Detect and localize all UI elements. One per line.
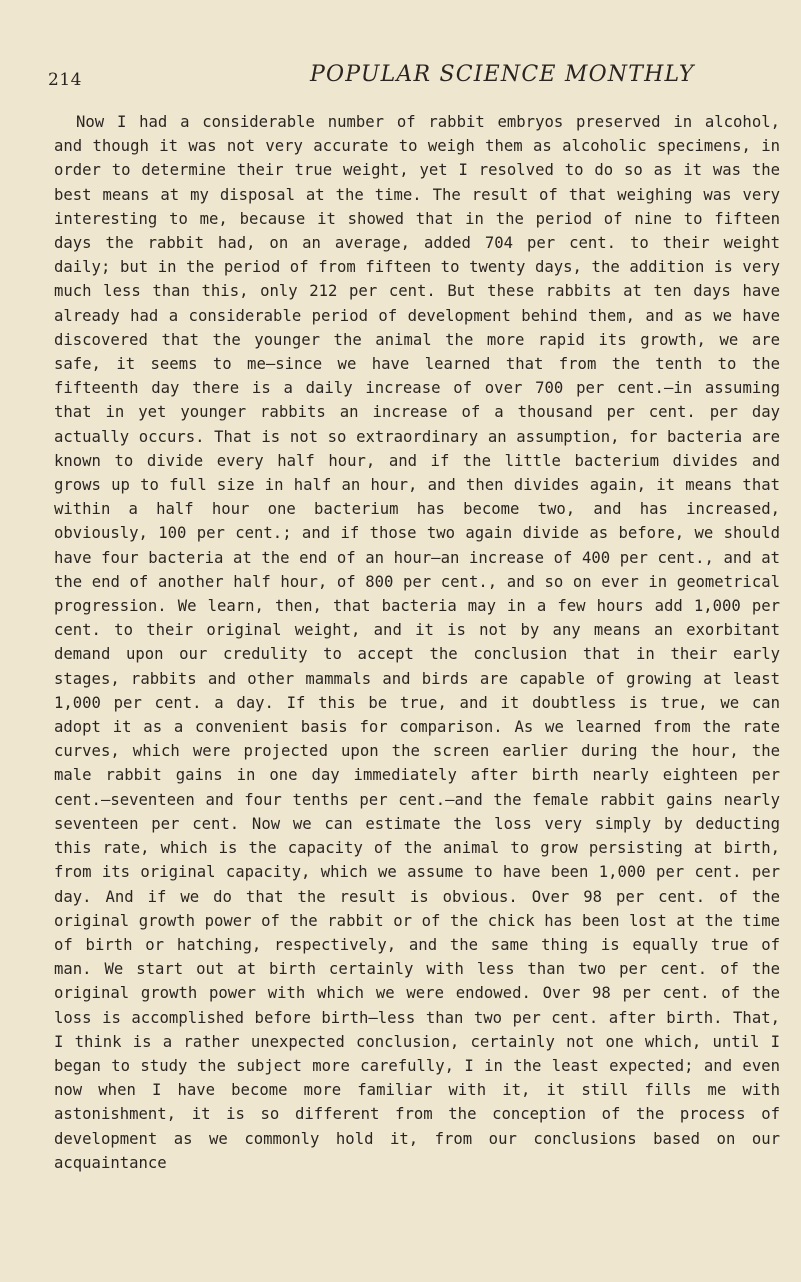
- page-number: 214: [48, 70, 82, 90]
- body-paragraph: Now I had a considerable number of rabbit embryos preserved in alcohol, and though it was not very accurate to weigh them as alcoholic specimens, in order to determine their true weight, yet I resolved to do so as it was the best means at my disposal at the time. The result of that weighing was very interesting to me, because it showed that in the period of nine to fifteen days the rabbit had, on an average, added 704 per cent. to their weight daily; but in the period of from fifteen to twenty days, the addition is very much less than this, only 212 per cent. But these rabbits at ten days have already had a considerable period of development behind them, and as we have discovered that the younger the animal the more rapid its growth, we are safe, it seems to me—since we have learned that from the tenth to the fifteenth day there is a daily increase of over 700 per cent.—in assuming that in yet younger rabbits an increase of a thousand per cent. per day actually occurs. That is not so extraordinary an assumption, for bacteria are known to divide every half hour, and if the little bacterium divides and grows up to full size in half an hour, and then divides again, it means that within a half hour one bacterium has become two, and has increased, obviously, 100 per cent.; and if those two again divide as before, we should have four bacteria at the end of an hour—an increase of 400 per cent., and at the end of another half hour, of 800 per cent., and so on ever in geometrical progression. We learn, then, that bacteria may in a few hours add 1,000 per cent. to their original weight, and it is not by any means an exorbitant demand upon our credulity to accept the conclusion that in their early stages, rabbits and other mammals and birds are capable of growing at least 1,000 per cent. a day. If this be true, and it doubtless is true, we can adopt it as a convenient basis for comparison. As we learned from the rate curves, which were projected upon the screen earlier during the hour, the male rabbit gains in one day immediately after birth nearly eighteen per cent.—seventeen and four tenths per cent.—and the female rabbit gains nearly seventeen per cent. Now we can estimate the loss very simply by deducting this rate, which is the capacity of the animal to grow persisting at birth, from its original capacity, which we assume to have been 1,000 per cent. per day. And if we do that the result is obvious. Over 98 per cent. of the original growth power of the rabbit or of the chick has been lost at the time of birth or hatching, respectively, and the same thing is equally true of man. We start out at birth certainly with less than two per cent. of the original growth power with which we were endowed. Over 98 per cent. of the loss is accomplished before birth—less than two per cent. after birth. That, I think is a rather unexpected conclusion, certainly not one which, until I began to study the subject more carefully, I in the least expected; and even now when I have become more familiar with it, it still fills me with astonishment, it is so different from the conception of the process of development as we commonly hold it, from our conclusions based on our acquaintance: [54, 113, 780, 1172]
- page-header: [48, 62, 771, 92]
- running-head: POPULAR SCIENCE MONTHLY: [310, 62, 695, 87]
- body-text: [54, 110, 780, 1175]
